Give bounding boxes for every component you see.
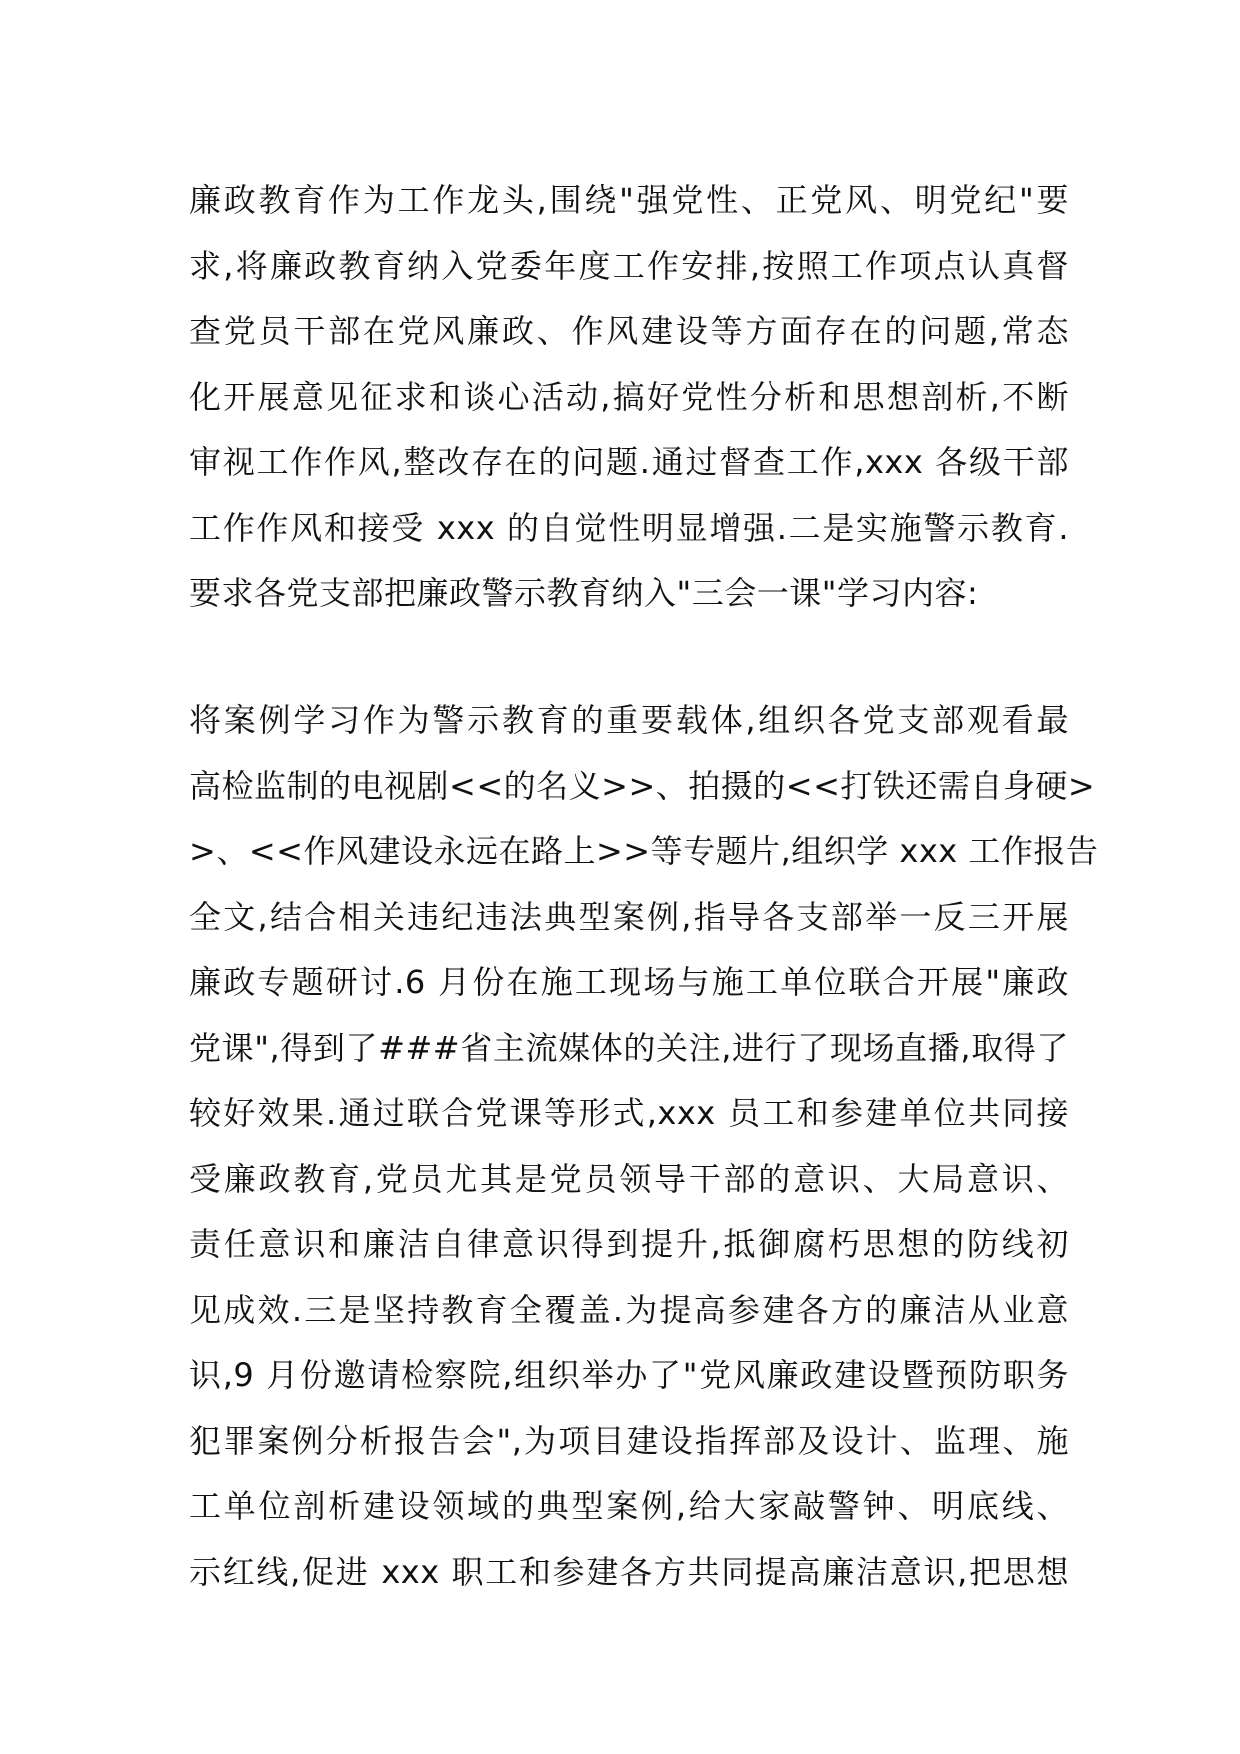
text-line: 全文,结合相关违纪违法典型案例,指导各支部举一反三开展 xyxy=(189,897,1069,936)
text-line: 受廉政教育,党员尤其是党员领导干部的意识、大局意识、 xyxy=(189,1159,1069,1198)
text-line: 工单位剖析建设领域的典型案例,给大家敲警钟、明底线、 xyxy=(189,1487,1069,1525)
text-line: 审视工作作风,整改存在的问题.通过督查工作,xxx 各级干部 xyxy=(189,443,1069,481)
text-line: 党课",得到了###省主流媒体的关注,进行了现场直播,取得了 xyxy=(189,1028,1069,1067)
text-line: 见成效.三是坚持教育全覆盖.为提高参建各方的廉洁从业意 xyxy=(189,1290,1069,1329)
text-line: 较好效果.通过联合党课等形式,xxx 员工和参建单位共同接 xyxy=(189,1094,1069,1132)
text-line: 工作作风和接受 xxx 的自觉性明显增强.二是实施警示教育. xyxy=(189,508,1069,547)
text-line: 责任意识和廉洁自律意识得到提升,抵御腐朽思想的防线初 xyxy=(189,1225,1069,1263)
text-line: 示红线,促进 xxx 职工和参建各方共同提高廉洁意识,把思想 xyxy=(189,1552,1069,1591)
text-line: 将案例学习作为警示教育的重要载体,组织各党支部观看最 xyxy=(189,701,1069,739)
text-line: 要求各党支部把廉政警示教育纳入"三会一课"学习内容: xyxy=(189,574,979,612)
text-line: 识,9 月份邀请检察院,组织举办了"党风廉政建设暨预防职务 xyxy=(189,1356,1069,1394)
text-line: 犯罪案例分析报告会",为项目建设指挥部及设计、监理、施 xyxy=(189,1421,1069,1460)
text-line: 查党员干部在党风廉政、作风建设等方面存在的问题,常态 xyxy=(189,312,1069,350)
paragraph-1 xyxy=(189,168,1069,627)
text-line: 廉政教育作为工作龙头,围绕"强党性、正党风、明党纪"要 xyxy=(189,181,1069,219)
text-line: 化开展意见征求和谈心活动,搞好党性分析和思想剖析,不断 xyxy=(189,377,1069,416)
text-line: 求,将廉政教育纳入党委年度工作安排,按照工作项点认真督 xyxy=(189,246,1069,285)
text-line: 廉政专题研讨.6 月份在施工现场与施工单位联合开展"廉政 xyxy=(189,963,1069,1001)
text-line: >、<<作风建设永远在路上>>等专题片,组织学 xxx 工作报告 xyxy=(189,832,1099,870)
paragraph-2 xyxy=(189,688,1099,1605)
text-line: 高检监制的电视剧<<的名义>>、拍摄的<<打铁还需自身硬> xyxy=(189,766,1096,805)
